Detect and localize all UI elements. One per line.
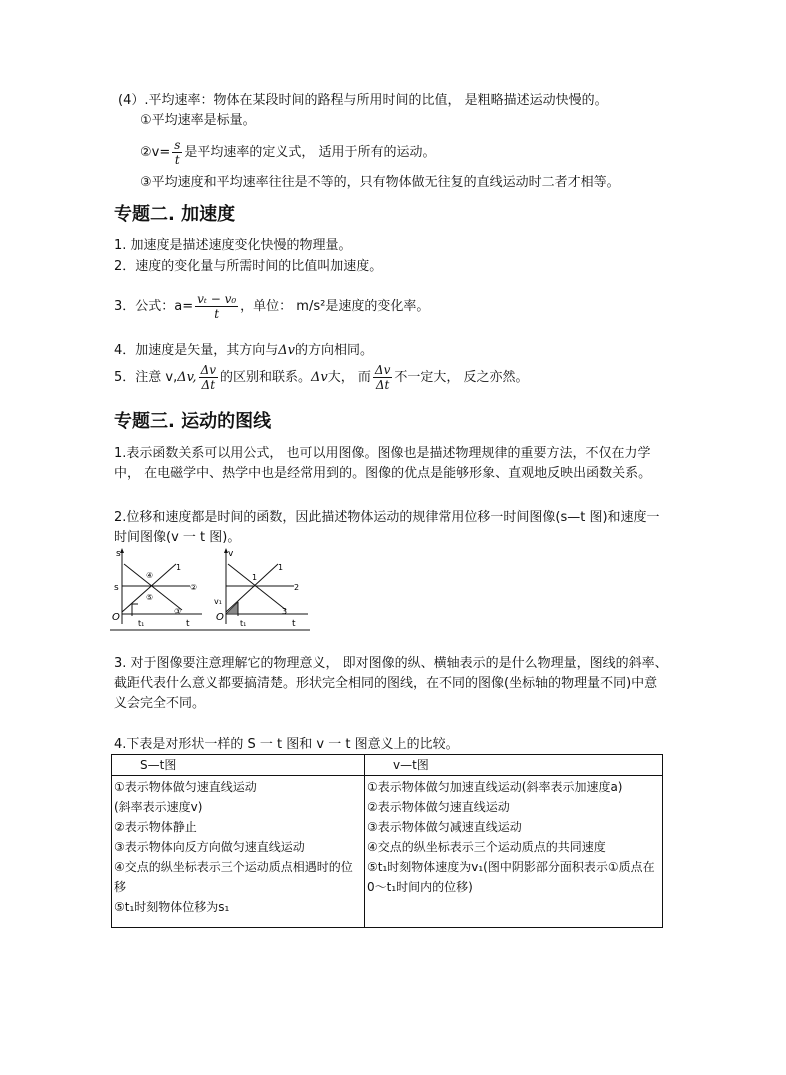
fraction-dv-dt-1: $\frac{\Delta v}{\Delta t}$ bbox=[200, 363, 217, 392]
accel-point-1: 1. 加速度是描述速度变化快慢的物理量。 bbox=[114, 238, 352, 253]
avg-speed-point-2: ②v= $\frac{s}{t}$ 是平均速率的定义式， 适用于所有的运动。 bbox=[140, 138, 436, 167]
s-t-y-mark: s bbox=[114, 583, 119, 593]
vt-item-5: ⑤t₁时刻物体速度为v₁(图中阴影部分面积表示①质点在0～t₁时间内的位移) bbox=[367, 860, 655, 894]
s-t-label-1: 1 bbox=[176, 563, 182, 572]
v-t-label-cross: 1 bbox=[252, 573, 258, 582]
v-t-y-mark: v₁ bbox=[214, 597, 222, 606]
vt-item-1: ①表示物体做匀加速直线运动(斜率表示加速度a) bbox=[367, 780, 623, 794]
s-t-label-2: ② bbox=[190, 583, 198, 592]
table-header-row bbox=[112, 755, 663, 776]
graphs-paragraph-2: 2.位移和速度都是时间的函数，因此描述物体运动的规律常用位移一时间图像(s—t 图)和速度一时间图像(v 一 t 图)。 bbox=[114, 510, 660, 545]
fraction-s-over-t: $\frac{s}{t}$ bbox=[174, 138, 181, 167]
s-t-x-label: t bbox=[186, 619, 190, 629]
v-t-y-label: v bbox=[228, 549, 234, 559]
st-item-3: ③表示物体向反方向做匀速直线运动 bbox=[114, 840, 305, 854]
st-item-1b: (斜率表示速度v) bbox=[114, 800, 203, 814]
avg-speed-point-1: ①平均速率是标量。 bbox=[140, 113, 256, 128]
table-cell-vt bbox=[365, 776, 663, 928]
table-header-st: S—t图 bbox=[112, 755, 365, 776]
s-t-y-label: s bbox=[116, 549, 121, 559]
v-t-line-1 bbox=[226, 564, 278, 612]
table-header-vt: v—t图 bbox=[365, 755, 663, 776]
graphs-paragraph-1: 1.表示函数关系可以用公式， 也可以用图像。图像也是描述物理规律的重要方法，不仅在力学中， 在电磁学中、热学中也是经常用到的。图像的优点是能够形象、直观地反映出函数关系。 bbox=[114, 446, 652, 481]
s-t-label-3: ③ bbox=[174, 607, 182, 616]
v-t-origin: O bbox=[216, 612, 224, 623]
fraction-accel-formula: $\frac{\text{vₜ − v₀}}{t}$ bbox=[197, 292, 237, 321]
table-body-row bbox=[112, 776, 663, 928]
st-item-5: ⑤t₁时刻物体位移为s₁ bbox=[114, 900, 230, 914]
vt-item-2: ②表示物体做匀速直线运动 bbox=[367, 800, 510, 814]
comparison-table bbox=[111, 754, 663, 928]
motion-graphs bbox=[110, 546, 314, 632]
v-t-graph bbox=[214, 548, 308, 629]
graphs-paragraph-4: 4.下表是对形状一样的 S 一 t 图和 v 一 t 图意义上的比较。 bbox=[114, 737, 459, 752]
v-t-x-label: t bbox=[292, 619, 296, 629]
graphs-paragraph-3: 3. 对于图像要注意理解它的物理意义， 即对图像的纵、横轴表示的是什么物理量，图线的斜率、截距代表什么意义都要搞清楚。形状完全相同的图线，在不同的图像(坐标轴的物理量不同)中意义会完全不同。 bbox=[114, 656, 668, 711]
s-t-x-mark: t₁ bbox=[138, 619, 145, 628]
vt-item-4: ④交点的纵坐标表示三个运动质点的共同速度 bbox=[367, 840, 606, 854]
s-t-origin: O bbox=[112, 612, 120, 623]
s-t-label-5: ⑤ bbox=[146, 593, 154, 602]
v-t-label-2: 2 bbox=[294, 583, 300, 592]
accel-formula: 3．公式：a= $\frac{\text{vₜ − v₀}}{t}$ ，单位： m/s²是速度的变化率。 bbox=[114, 292, 430, 321]
st-item-4: ④交点的纵坐标表示三个运动质点相遇时的位移 bbox=[114, 860, 353, 894]
s-t-label-4: ④ bbox=[146, 571, 154, 580]
section-3-title: 专题三. 运动的图线 bbox=[114, 411, 272, 432]
avg-speed-definition: (4）.平均速率：物体在某段时间的路程与所用时间的比值， 是粗略描述运动快慢的。 bbox=[118, 93, 608, 108]
vt-item-3: ③表示物体做匀减速直线运动 bbox=[367, 820, 522, 834]
accel-point-4: 4．加速度是矢量，其方向与Δv的方向相同。 bbox=[114, 343, 374, 358]
v-t-label-1: 1 bbox=[278, 563, 284, 572]
v-t-label-3: 3 bbox=[282, 607, 288, 616]
v-t-x-mark: t₁ bbox=[240, 619, 247, 628]
st-item-1: ①表示物体做匀速直线运动 bbox=[114, 780, 257, 794]
v-t-shaded-area bbox=[226, 602, 238, 614]
table-cell-st bbox=[112, 776, 365, 928]
avg-speed-point-3: ③平均速度和平均速率往往是不等的，只有物体做无往复的直线运动时二者才相等。 bbox=[140, 175, 620, 190]
s-t-graph bbox=[112, 548, 202, 629]
section-2-title: 专题二. 加速度 bbox=[114, 204, 236, 225]
st-item-2: ②表示物体静止 bbox=[114, 820, 197, 834]
accel-point-2: 2．速度的变化量与所需时间的比值叫加速度。 bbox=[114, 259, 383, 274]
fraction-dv-dt-2: $\frac{\Delta v}{\Delta t}$ bbox=[374, 363, 391, 392]
accel-point-5: 5．注意 v,Δv, $\frac{\Delta v}{\Delta t}$ 的区别和联系。Δv大， 而 $\frac{\Delta v}{\Delta t}$ 不一定大， 反之亦然。 bbox=[114, 363, 529, 392]
